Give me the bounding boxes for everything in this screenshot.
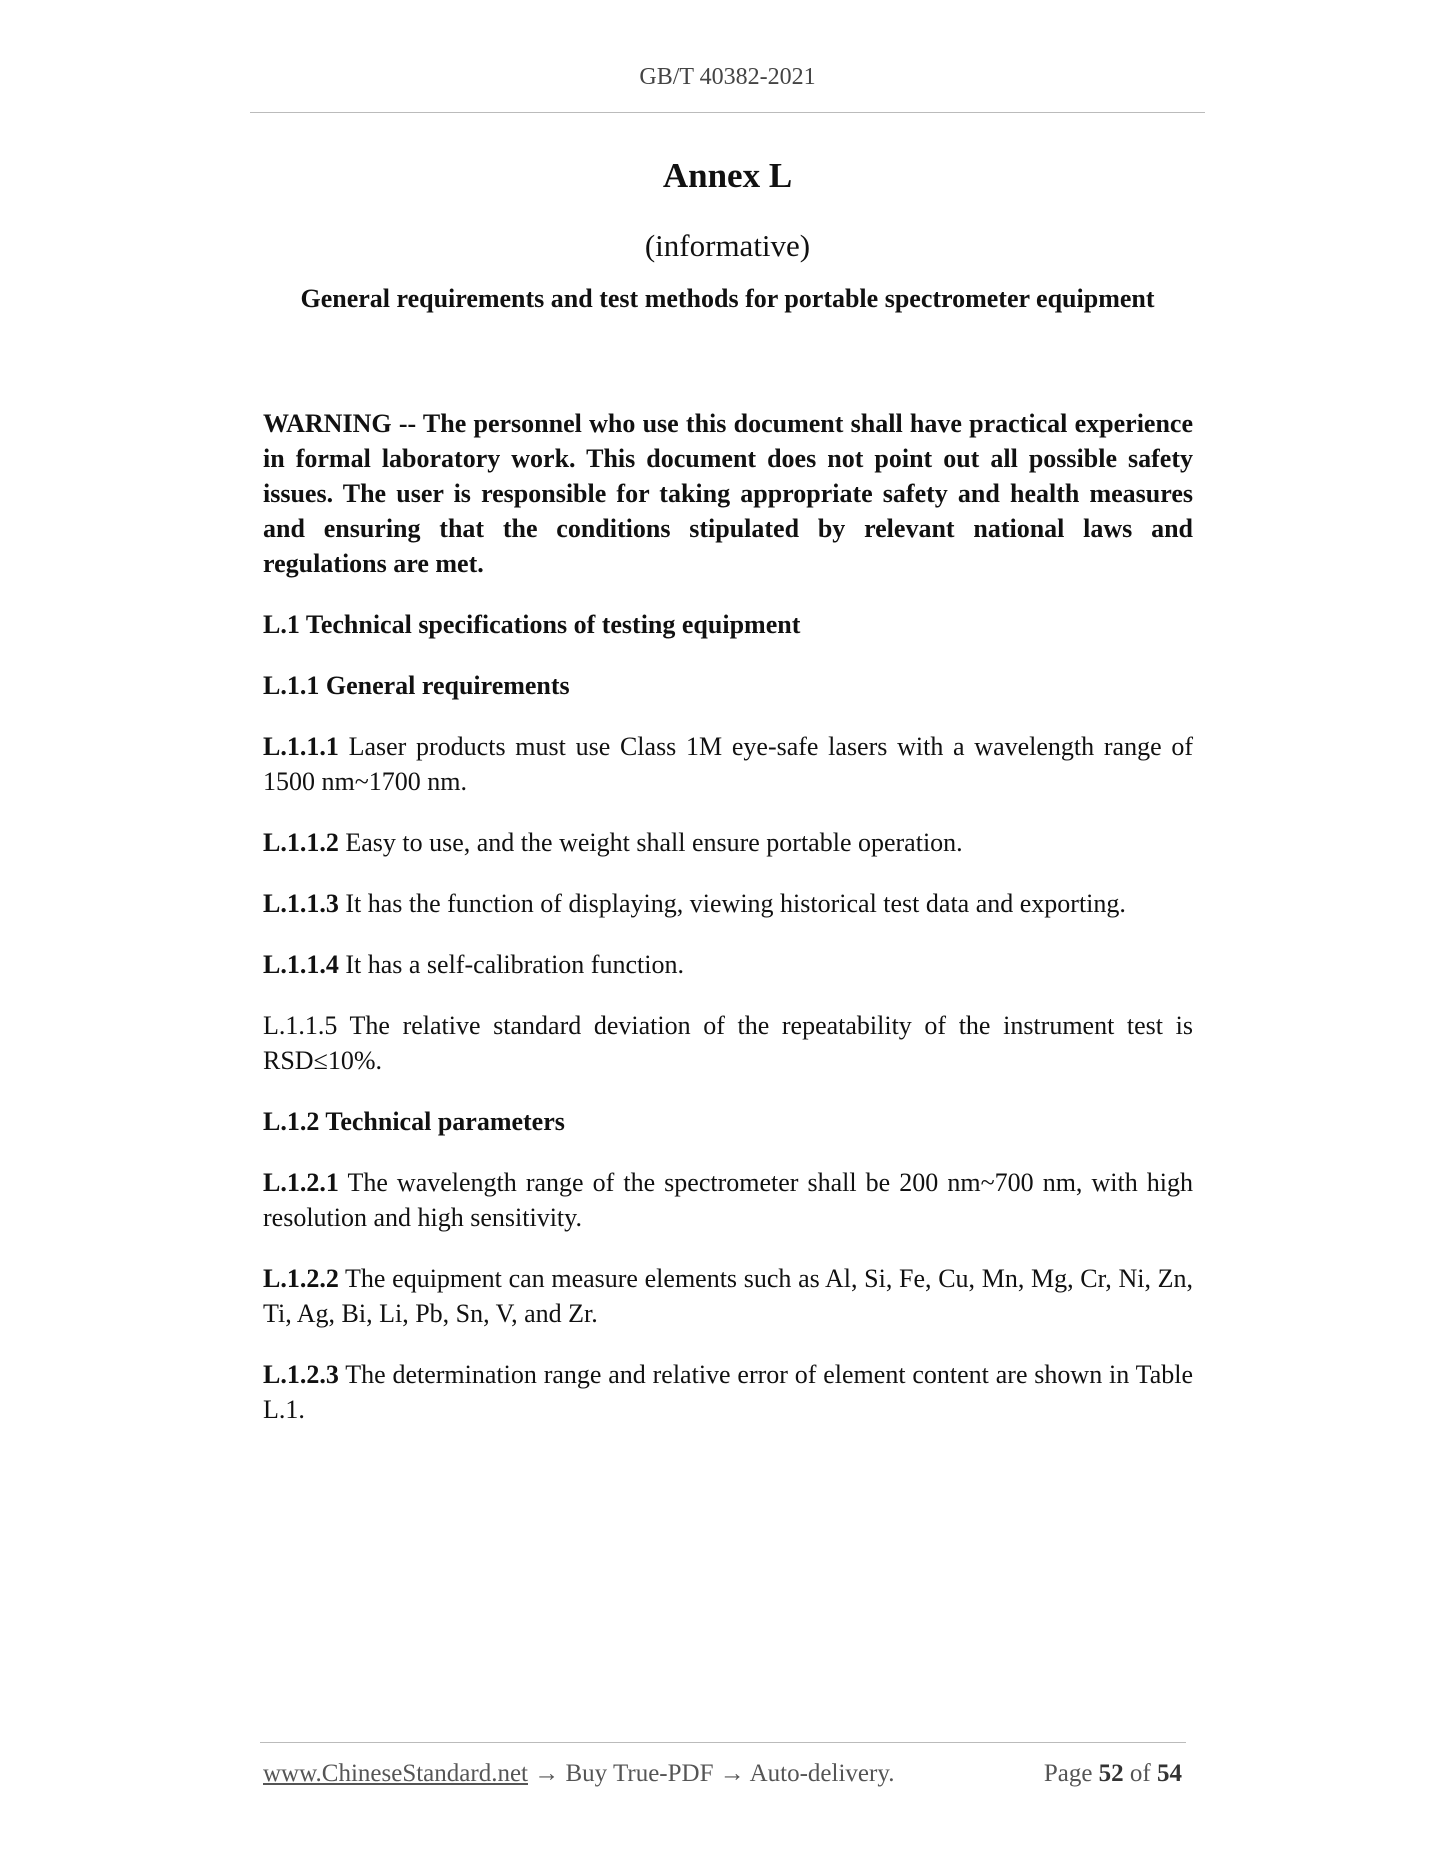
clause-l115: [263, 1008, 1193, 1078]
clause-text: The determination range and relative error of element content are shown in Table L.1.: [263, 1360, 1193, 1424]
page-indicator: [1044, 1760, 1182, 1788]
footer-tagline: → Buy True-PDF → Auto-delivery.: [528, 1760, 895, 1787]
clause-l122: [263, 1261, 1193, 1331]
clause-number: L.1.2.3: [263, 1360, 339, 1389]
clause-text: L.1.1.5 The relative standard deviation of the repeatability of the instrument test is RSD≤10%.: [263, 1011, 1193, 1075]
clause-l112: [263, 825, 1193, 860]
clause-number: L.1.1.3: [263, 889, 339, 918]
annex-subtitle: (informative): [644, 228, 811, 263]
clause-l123: [263, 1357, 1193, 1427]
annex-heading: General requirements and test methods for portable spectrometer equipment: [300, 284, 1155, 313]
clause-l111: [263, 729, 1193, 799]
section-heading-l1: L.1 Technical specifications of testing equipment: [263, 610, 801, 639]
clause-text: It has the function of displaying, viewing historical test data and exporting.: [338, 889, 1126, 918]
clause-number: L.1.1.4: [263, 950, 339, 979]
footer-divider: [260, 1742, 1186, 1743]
clause-text: The wavelength range of the spectrometer shall be 200 nm~700 nm, with high resolution and high sensitivity.: [263, 1168, 1193, 1232]
total-page-number: 54: [1157, 1760, 1182, 1787]
clause-l113: [263, 886, 1193, 921]
warning-paragraph: WARNING -- The personnel who use this document shall have practical experience in formal laboratory work. This document does not point out all possible safety issues. The user is responsible for taking appropriate safety and health measures and ensuring that the conditions stipulated by relevant national laws and regulations are met.: [263, 409, 1193, 578]
section-heading-l11: L.1.1 General requirements: [263, 671, 570, 700]
clause-text: It has a self-calibration function.: [338, 950, 684, 979]
clause-number: L.1.1.1: [263, 732, 339, 761]
clause-text: The equipment can measure elements such as Al, Si, Fe, Cu, Mn, Mg, Cr, Ni, Zn, Ti, Ag, Bi, Li, Pb, Sn, V, and Zr.: [263, 1264, 1193, 1328]
page-of-label: of: [1123, 1760, 1157, 1787]
header-divider: [250, 112, 1205, 113]
document-body: [263, 406, 1193, 1453]
document-number-header: GB/T 40382-2021: [639, 64, 816, 90]
clause-l114: [263, 947, 1193, 982]
clause-number: L.1.1.2: [263, 828, 339, 857]
clause-number: L.1.2.1: [263, 1168, 339, 1197]
clause-l121: [263, 1165, 1193, 1235]
website-link[interactable]: www.ChineseStandard.net: [263, 1760, 528, 1787]
clause-number: L.1.2.2: [263, 1264, 339, 1293]
clause-text: Laser products must use Class 1M eye-safe lasers with a wavelength range of 1500 nm~1700 nm.: [263, 732, 1193, 796]
clause-text: Easy to use, and the weight shall ensure portable operation.: [338, 828, 963, 857]
annex-title: Annex L: [662, 156, 793, 195]
page-label: Page: [1043, 1760, 1099, 1787]
current-page-number: 52: [1098, 1760, 1124, 1787]
section-heading-l12: L.1.2 Technical parameters: [263, 1107, 565, 1136]
footer-promo: [263, 1760, 894, 1788]
